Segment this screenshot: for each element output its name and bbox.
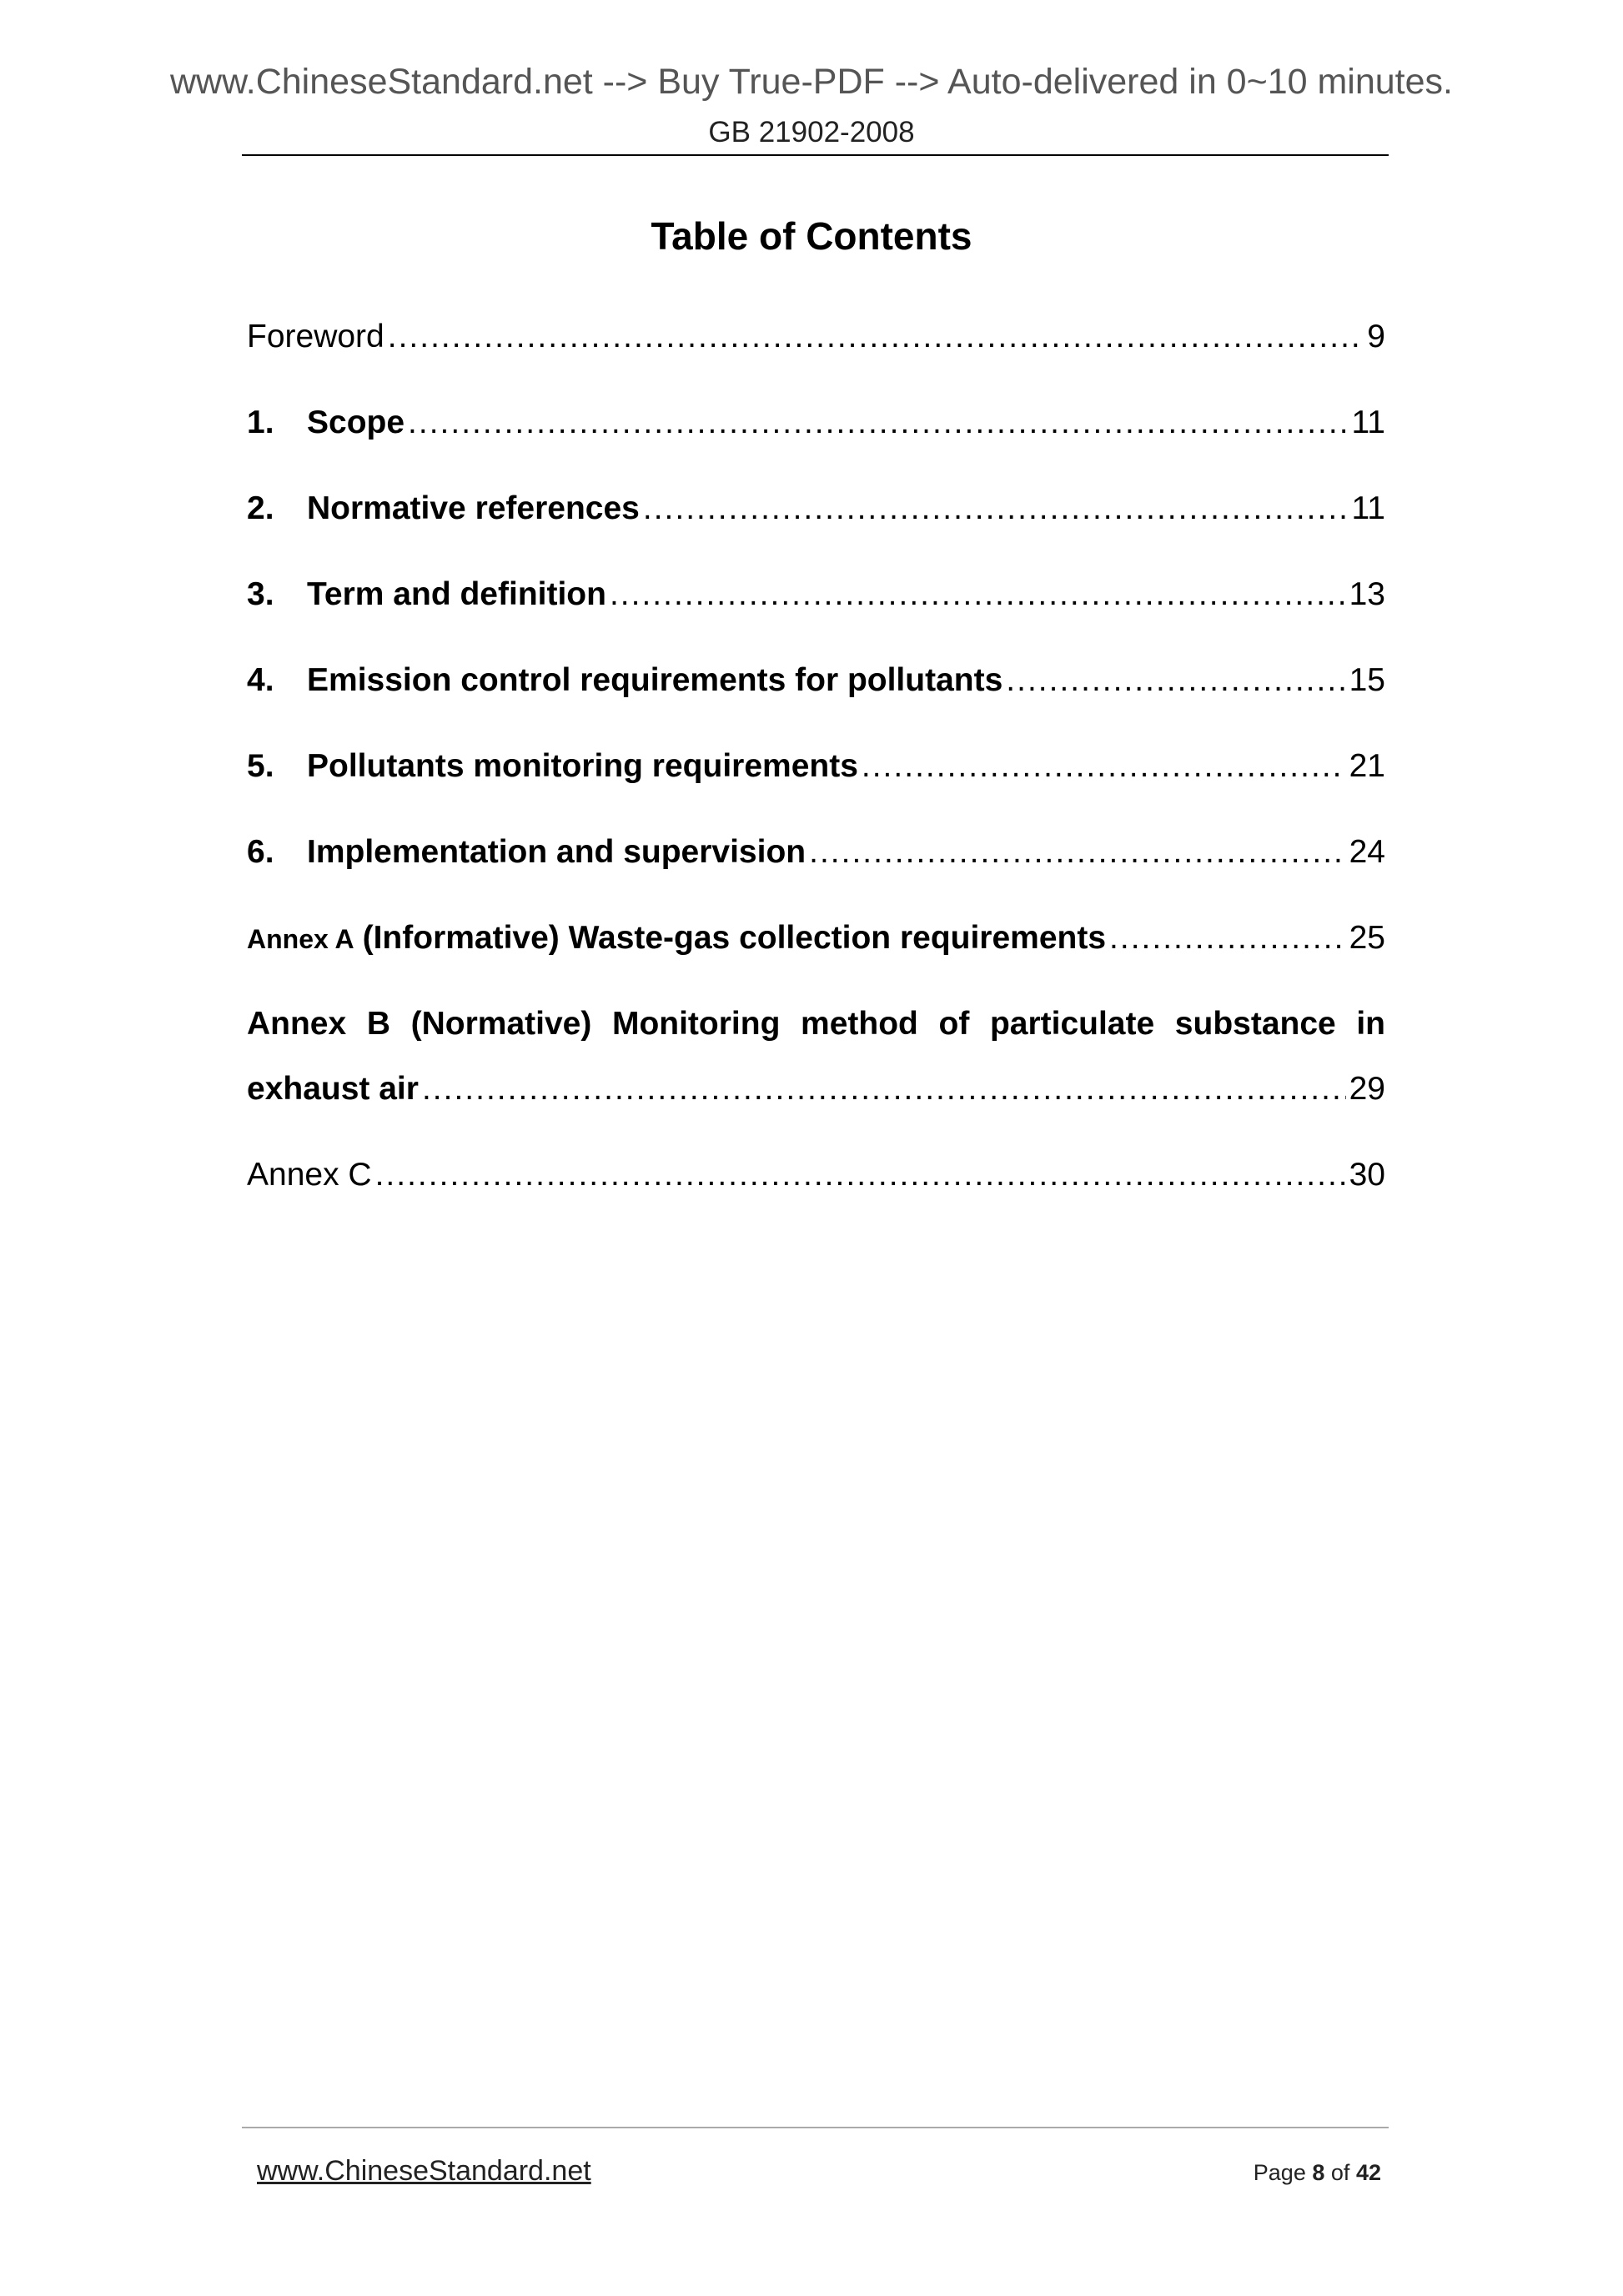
toc-entry-scope[interactable]: [247, 406, 1385, 439]
toc-entry-page: 30: [1349, 1157, 1385, 1193]
toc-entry-label: (Informative) Waste-gas collection requirements: [362, 920, 1107, 956]
footer-website-link[interactable]: www.ChineseStandard.net: [257, 2155, 591, 2187]
toc-leader: [862, 750, 1346, 782]
toc-leader: [643, 492, 1349, 525]
footer-page-word: Page: [1253, 2160, 1306, 2185]
toc-entry-annex-b-line1[interactable]: Annex B (Normative) Monitoring method of particulate substance in: [247, 1006, 1385, 1042]
toc-entry-monitoring-requirements[interactable]: [247, 750, 1385, 782]
toc-entry-label: Normative references: [307, 490, 640, 526]
toc-entry-annex-a[interactable]: [247, 922, 1385, 954]
toc-entry-number: 5.: [247, 748, 274, 784]
toc-entry-label: Emission control requirements for pollutants: [307, 662, 1003, 698]
toc-entry-annex-prefix: Annex A: [247, 924, 354, 954]
toc-entry-label: Annex C: [247, 1157, 372, 1193]
toc-entry-page: 11: [1351, 404, 1385, 440]
toc-entry-number: 2.: [247, 490, 274, 526]
toc-entry-page: 13: [1349, 576, 1385, 612]
header-banner: www.ChineseStandard.net --> Buy True-PDF --> Auto-delivered in 0~10 minutes.: [169, 62, 1453, 102]
footer-page-number: [1254, 2160, 1381, 2186]
toc-entry-page: 29: [1349, 1071, 1385, 1107]
toc-entry-label: Pollutants monitoring requirements: [307, 748, 858, 784]
toc-entry-foreword[interactable]: [247, 320, 1385, 353]
footer-page-current: 8: [1312, 2160, 1325, 2185]
toc-entry-number: 1.: [247, 404, 274, 440]
toc-entry-implementation[interactable]: [247, 836, 1385, 868]
toc-entry-number: 6.: [247, 834, 274, 870]
toc-entry-annex-c[interactable]: [247, 1158, 1385, 1191]
toc-leader: [809, 836, 1346, 868]
toc-entry-label: Implementation and supervision: [307, 834, 806, 870]
toc-leader: [610, 578, 1346, 610]
toc-leader: [408, 406, 1348, 439]
toc-leader: [1109, 922, 1346, 954]
toc-entry-label: Scope: [307, 404, 405, 440]
toc-entry-number: 3.: [247, 576, 274, 612]
toc-leader: [375, 1158, 1346, 1191]
toc-entry-number: 4.: [247, 662, 274, 698]
toc-entry-page: 9: [1367, 319, 1385, 354]
toc-entry-page: 24: [1349, 834, 1385, 870]
toc-entry-label: Foreword: [247, 319, 384, 354]
header-rule: [242, 154, 1389, 156]
toc-leader: [422, 1073, 1346, 1105]
footer-page-of: of: [1330, 2160, 1350, 2185]
toc-leader: [388, 320, 1364, 353]
document-code: GB 21902-2008: [708, 116, 915, 148]
toc-leader: [1006, 664, 1345, 696]
toc-entry-page: 25: [1349, 920, 1385, 956]
toc-entry-annex-b[interactable]: [247, 1073, 1385, 1105]
footer-rule: [242, 2127, 1389, 2128]
toc-entry-label: exhaust air: [247, 1071, 419, 1107]
toc-entry-normative-references[interactable]: [247, 492, 1385, 525]
toc-entry-term-definition[interactable]: [247, 578, 1385, 610]
toc-entry-page: 15: [1349, 662, 1385, 698]
footer-page-total: 42: [1355, 2160, 1381, 2185]
toc-entry-label: Term and definition: [307, 576, 606, 612]
toc-entry-emission-control[interactable]: [247, 664, 1385, 696]
toc-title: Table of Contents: [651, 214, 972, 258]
toc-entry-page: 21: [1349, 748, 1385, 784]
toc-entry-page: 11: [1351, 490, 1385, 526]
